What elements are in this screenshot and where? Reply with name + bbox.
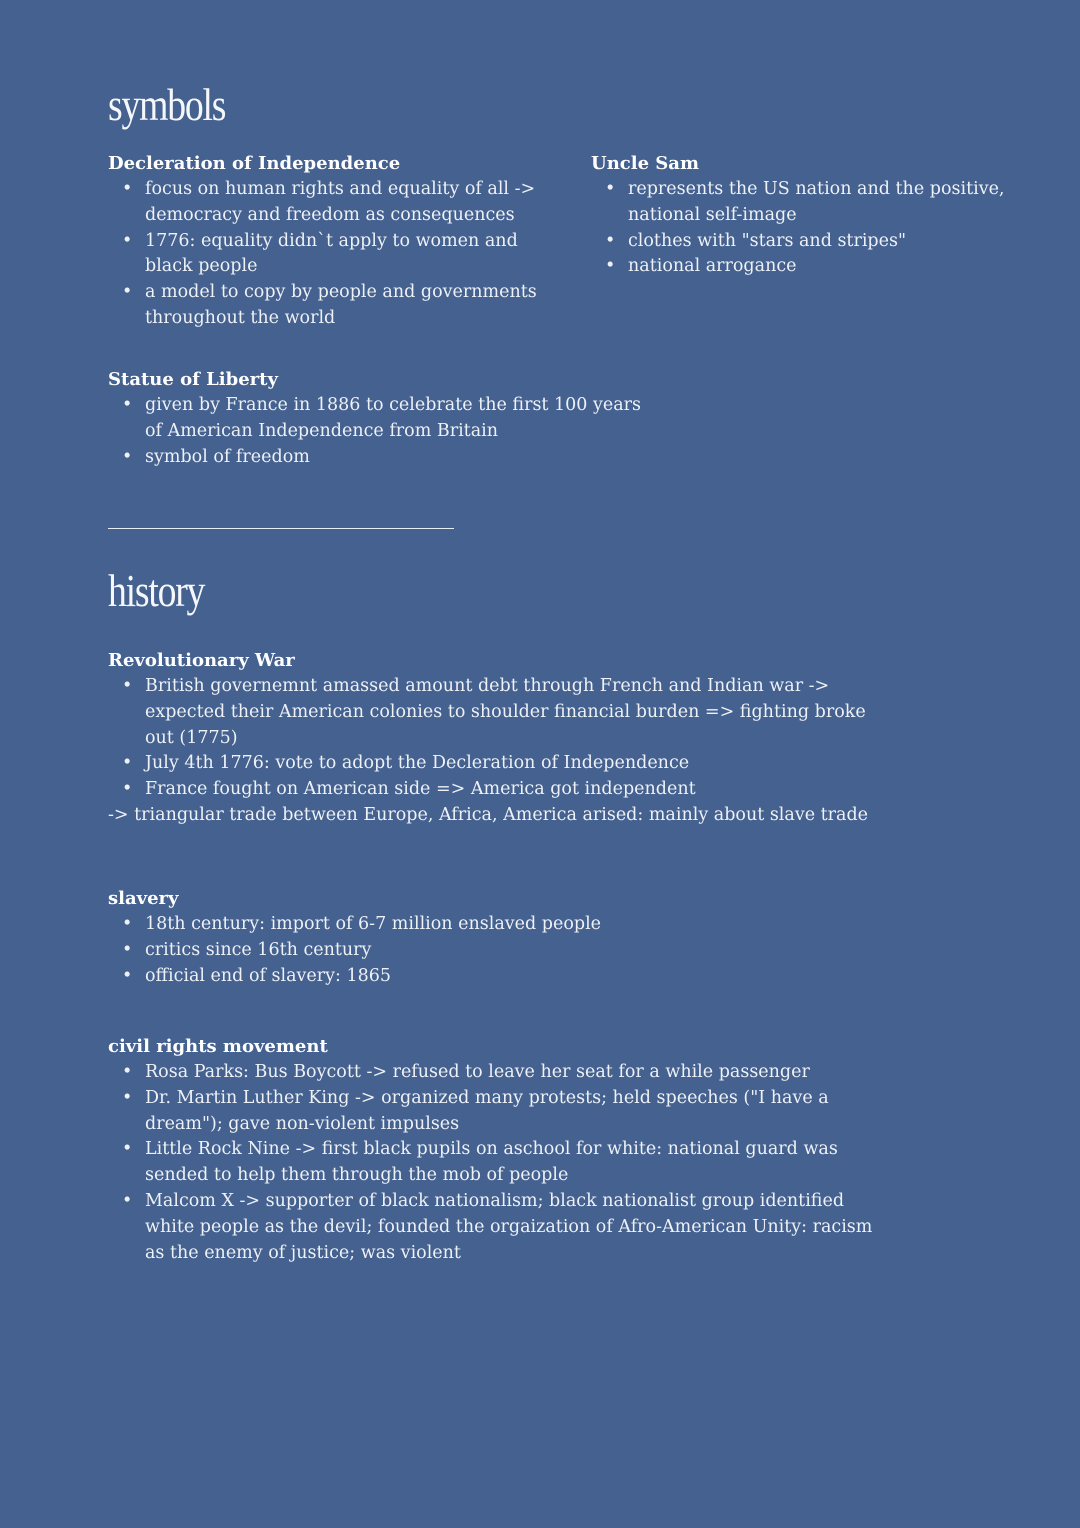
uncle-sam-heading: Uncle Sam: [591, 153, 700, 174]
slavery-heading: slavery: [108, 888, 179, 909]
list-item: • critics since 16th century: [122, 939, 372, 960]
list-item: • given by France in 1886 to celebrate the first 100 years of American Independence from Britain: [122, 395, 642, 441]
list-item: • Little Rock Nine -> first black pupils on aschool for white: national guard was sended to help them through the mob of people: [122, 1139, 838, 1186]
list-item: • 1776: equality didn`t apply to women and black people: [122, 230, 518, 277]
list-item: • Rosa Parks: Bus Boycott -> refused to leave her seat for a while passenger: [122, 1062, 810, 1082]
list-item: • 18th century: import of 6-7 million enslaved people: [122, 914, 602, 934]
civil-rights-section: [108, 1034, 878, 1266]
statue-section: [108, 367, 658, 470]
list-item: • focus on human rights and equality of all -> democracy and freedom as consequences: [122, 179, 536, 225]
history-heading: history: [108, 565, 205, 616]
civil-rights-heading: civil rights movement: [108, 1036, 328, 1057]
triangular-trade-note: -> triangular trade between Europe, Africa, America arised: mainly about slave trade: [108, 804, 869, 825]
list-item: • symbol of freedom: [122, 446, 310, 467]
statue-heading: Statue of Liberty: [108, 369, 278, 390]
list-item: • national arrogance: [605, 256, 797, 277]
revolutionary-war-section: [108, 648, 878, 829]
declaration-section: [108, 151, 548, 332]
list-item: • Dr. Martin Luther King -> organized many protests; held speeches ("I have a dream"); gave non-violent impulses: [122, 1087, 829, 1134]
list-item: • a model to copy by people and governments throughout the world: [122, 282, 537, 328]
statue-list: [108, 393, 658, 470]
list-item: • official end of slavery: 1865: [122, 965, 392, 986]
list-item: • France fought on American side => America got independent: [122, 779, 696, 800]
revolutionary-war-list: [108, 674, 878, 803]
symbols-heading: symbols: [108, 79, 226, 130]
declaration-heading: Decleration of Independence: [108, 153, 401, 174]
list-item: • represents the US nation and the positive, national self-image: [605, 179, 1005, 225]
slavery-list: [108, 912, 708, 989]
section-divider: [108, 528, 454, 529]
uncle-sam-section: [591, 151, 1011, 280]
list-item: • Malcom X -> supporter of black nationalism; black nationalist group identified white people as the devil; founded the orgaization of Afro-American Unity: racism as the enemy of justice; was violent: [122, 1190, 873, 1263]
civil-rights-list: [108, 1060, 878, 1266]
list-item: • British governemnt amassed amount debt through French and Indian war -> expected their American colonies to shoulder financial burden => fighting broke out (1775): [122, 676, 866, 748]
declaration-list: [108, 177, 548, 332]
slavery-section: [108, 886, 708, 989]
uncle-sam-list: [591, 177, 1011, 280]
list-item: • July 4th 1776: vote to adopt the Decleration of Independence: [122, 753, 690, 774]
revolutionary-war-heading: Revolutionary War: [108, 650, 295, 671]
list-item: • clothes with "stars and stripes": [605, 230, 907, 251]
